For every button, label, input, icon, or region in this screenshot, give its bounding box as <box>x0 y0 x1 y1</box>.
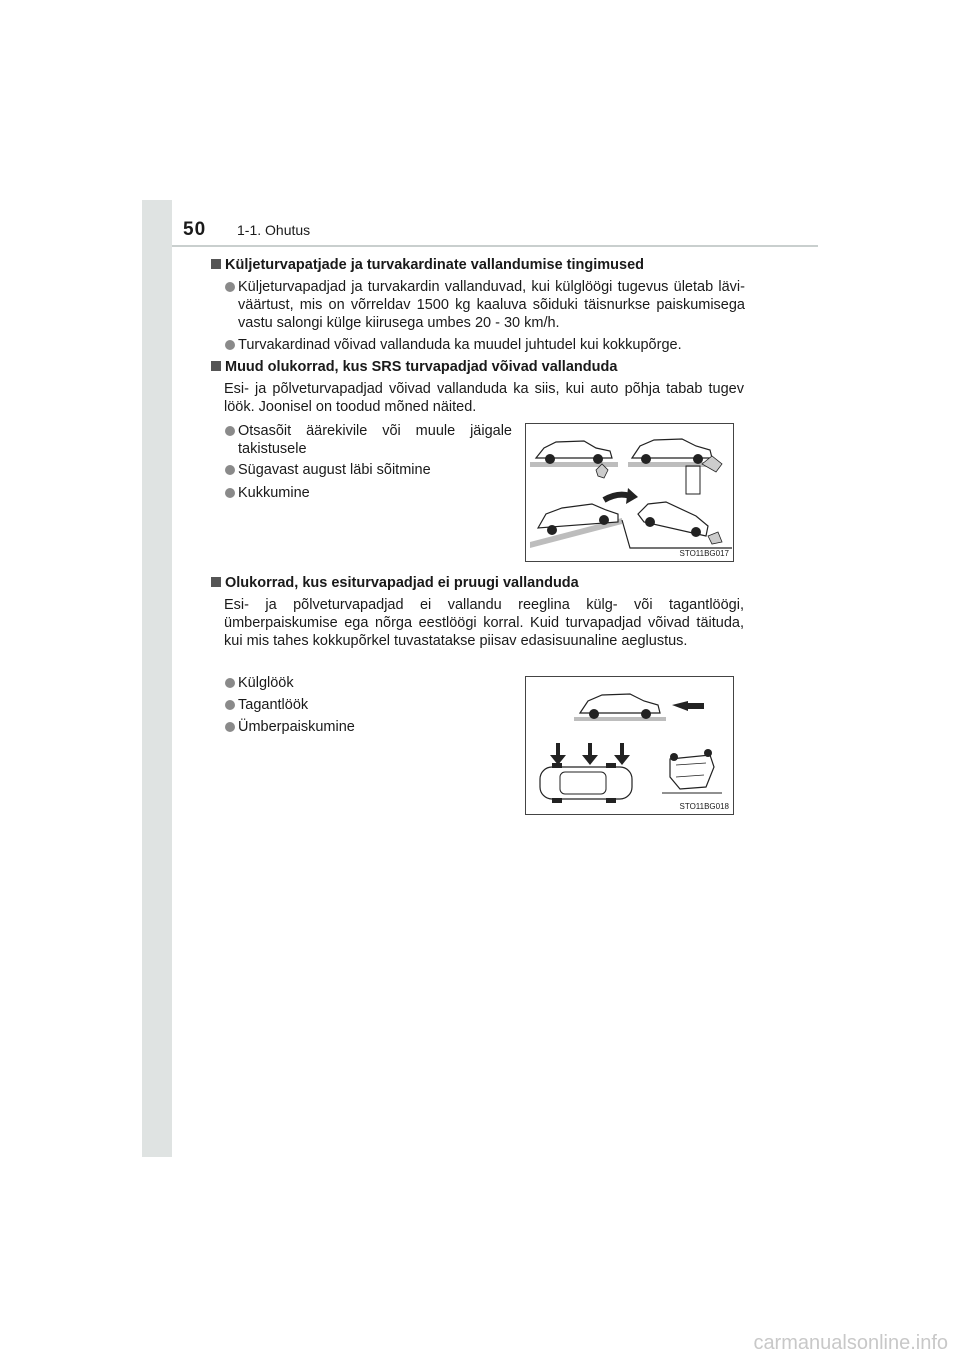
list-item: Küljeturvapadjad ja turvakardin vallanduvad, kui külglöögi tugevus ületab läviväärtust, mis on võrreldav 1500 kg kaaluva sõiduki täisnurkse paiskumisega vastu salongi külge kiirusega umbes 20 - 30 km/h. <box>225 278 745 332</box>
section-heading-other-situations: Muud olukorrad, kus SRS turvapadjad võivad vallanduda <box>211 358 617 376</box>
car-on-slope-illustration <box>530 504 622 548</box>
bullet-dot-icon <box>225 678 235 688</box>
section-paragraph: Esi- ja põlveturvapadjad võivad vallanduda ka siis, kui auto põhja tabab tugev löök. Joonisel on toodud mõned näited. <box>224 381 744 415</box>
chapter-title: 1-1. Ohutus <box>237 222 311 238</box>
figure-code: STO11BG017 <box>679 549 729 558</box>
figure-code: STO11BG018 <box>679 802 729 811</box>
car-top-view-illustration <box>540 763 632 803</box>
list-item: Külglöök <box>225 674 512 692</box>
car-hitting-wall-illustration <box>628 439 722 494</box>
car-hitting-curb-illustration <box>530 441 618 478</box>
car-rear-impact-illustration <box>574 694 704 721</box>
list-item: Tagantlöök <box>225 696 512 714</box>
list-item: Sügavast august läbi sõitmine <box>225 461 512 479</box>
car-rollover-illustration <box>662 749 722 793</box>
section-paragraph: Esi- ja põlveturvapadjad ei vallandu reeglina külg- või tagantlöögi, ümberpaiskumise ega nõrga eestlöögi korral. Kuid turvapadjad võivad täituda, kui mis tahes kokkupõrkel tuvastatakse piisav edasisuunaline aeglustus. <box>224 597 744 649</box>
square-bullet-icon <box>211 361 221 371</box>
list-item: Otsasõit äärekivile või muule jäigale takistusele <box>225 422 512 458</box>
illustration-side-rear-rollover <box>526 677 733 814</box>
side-impact-arrows <box>550 743 630 765</box>
bullet-dot-icon <box>225 722 235 732</box>
bullet-dot-icon <box>225 426 235 436</box>
bullet-dot-icon <box>225 340 235 350</box>
bullet-dot-icon <box>225 282 235 292</box>
figure-airbag-deploy-situations <box>525 423 734 562</box>
header-rule <box>172 245 818 247</box>
watermark: carmanualsonline.info <box>753 1332 948 1354</box>
bullet-dot-icon <box>225 465 235 475</box>
bullet-dot-icon <box>225 488 235 498</box>
page-number: 50 <box>183 219 207 240</box>
margin-bar <box>142 200 172 1157</box>
list-item: Kukkumine <box>225 484 512 502</box>
bullet-dot-icon <box>225 700 235 710</box>
section-heading-side-airbags: Küljeturvapatjade ja turvakardinate vallandumise tingimused <box>211 256 644 274</box>
figure-airbag-not-deploy-situations <box>525 676 734 815</box>
list-item: Turvakardinad võivad vallanduda ka muudel juhtudel kui kokkupõrge. <box>225 336 745 354</box>
square-bullet-icon <box>211 259 221 269</box>
section-heading-may-not-deploy: Olukorrad, kus esiturvapadjad ei pruugi vallanduda <box>211 574 579 592</box>
car-falling-illustration <box>622 502 732 548</box>
list-item: Ümberpaiskumine <box>225 718 512 736</box>
illustration-curb-hole-fall <box>526 424 733 561</box>
square-bullet-icon <box>211 577 221 587</box>
